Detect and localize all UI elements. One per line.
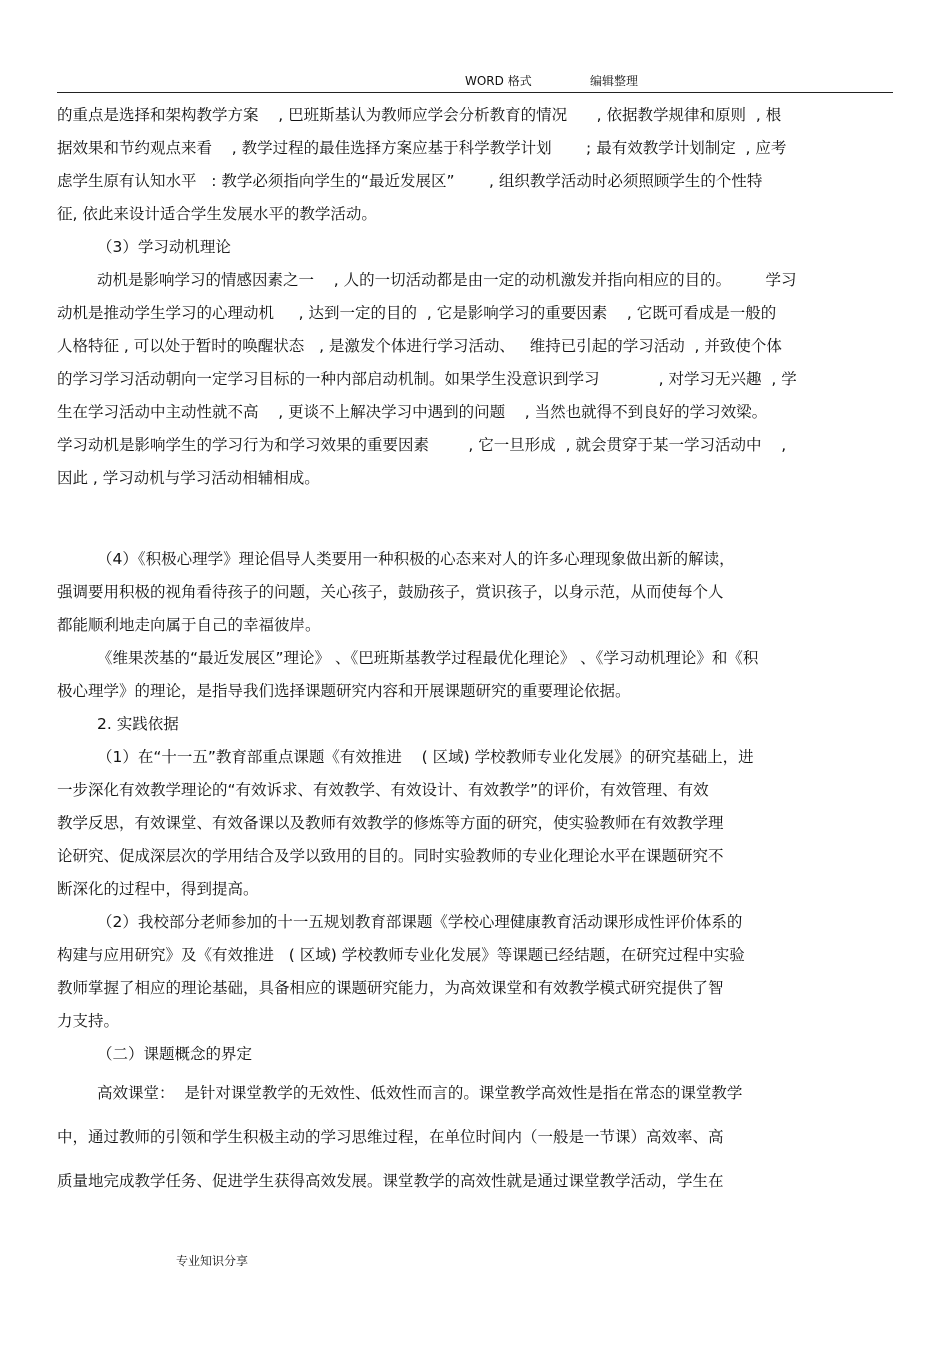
text-line: 的重点是选择和架构教学方案 , 巴班斯基认为教师应学会分析教育的情况 , 依据教学规律和原则 , 根 [57, 106, 782, 124]
text-line: 构建与应用研究》及《有效推进 ( 区域) 学校教师专业化发展》等课题已经结题，在研究过程中实验 [57, 946, 745, 964]
text-line: 据效果和节约观点来看 , 教学过程的最佳选择方案应基于科学教学计划 ; 最有效教学计划制定 , 应考 [57, 139, 787, 157]
text-line: 都能顺利地走向属于自己的幸福彼岸。 [57, 616, 321, 634]
text-line: 的学习学习活动朝向一定学习目标的一种内部启动机制。如果学生没意识到学习 , 对学习无兴趣 , 学 [57, 370, 797, 388]
text-line: 教师掌握了相应的理论基础，具备相应的课题研究能力，为高效课堂和有效教学模式研究提供了智 [57, 979, 724, 997]
text-line: 质量地完成教学任务、促进学生获得高效发展。课堂教学的高效性就是通过课堂教学活动，学生在 [57, 1172, 724, 1190]
text-line: 《维果茨基的“最近发展区”理论》 、《巴班斯基教学过程最优化理论》 、《学习动机理论》和《积 [97, 649, 759, 667]
text-line: 极心理学》的理论，是指导我们选择课题研究内容和开展课题研究的重要理论依据。 [57, 682, 631, 700]
header-format-label: WORD 格式 [465, 74, 532, 88]
text-line: 因此 , 学习动机与学习活动相辅相成。 [57, 469, 320, 487]
paragraph-gap [57, 495, 897, 543]
text-line: 一步深化有效教学理论的“有效诉求、有效教学、有效设计、有效教学”的评价，有效管理、有效 [57, 781, 709, 799]
text-line: 生在学习活动中主动性就不高 , 更谈不上解决学习中遇到的问题 , 当然也就得不到良好的学习效梁。 [57, 403, 768, 421]
text-line: （4）《积极心理学》理论倡导人类要用一种积极的心态来对人的许多心理现象做出新的解读， [97, 550, 735, 568]
page-footer: 专业知识分享 [176, 1254, 249, 1268]
text-line: 教学反思，有效课堂、有效备课以及教师有效教学的修炼等方面的研究，使实验教师在有效教学理 [57, 814, 724, 832]
text-line: 断深化的过程中，得到提高。 [57, 880, 259, 898]
text-line: 征, 依此来设计适合学生发展水平的教学活动。 [57, 205, 377, 223]
text-line: （2）我校部分老师参加的十一五规划教育部课题《学校心理健康教育活动课形成性评价体系的 [97, 913, 743, 931]
text-line: 力支持。 [57, 1012, 120, 1030]
text-line: 虑学生原有认知水平 : 教学必须指向学生的“最近发展区” , 组织教学活动时必须照顾学生的个性特 [57, 172, 763, 190]
text-line: 学习动机是影响学生的学习行为和学习效果的重要因素 , 它一旦形成 , 就会贯穿于某一学习活动中 , [57, 436, 787, 454]
text-line: （3）学习动机理论 [97, 238, 231, 256]
text-line: 动机是推动学生学习的心理动机 , 达到一定的目的 , 它是影响学习的重要因素 , 它既可看成是一般的 [57, 304, 777, 322]
text-line: 中，通过教师的引领和学生积极主动的学习思维过程，在单位时间内（一般是一节课）高效率、高 [57, 1128, 724, 1146]
header-edit-label: 编辑整理 [590, 74, 639, 88]
document-body [57, 99, 897, 1203]
text-line: 动机是影响学习的情感因素之一 , 人的一切活动都是由一定的动机激发并指向相应的目的。 学习 [97, 271, 797, 289]
text-line: 论研究、促成深层次的学用结合及学以致用的目的。同时实验教师的专业化理论水平在课题研究不 [57, 847, 724, 865]
text-line: （1）在“十一五”教育部重点课题《有效推进 ( 区域) 学校教师专业化发展》的研究基础上，进 [97, 748, 754, 766]
text-line: 人格特征 , 可以处于暂时的唤醒状态 , 是激发个体进行学习活动、 维持已引起的学习活动 , 并致使个体 [57, 337, 782, 355]
text-line: （二）课题概念的界定 [97, 1045, 253, 1063]
text-line: 2. 实践依据 [97, 715, 179, 733]
text-line: 高效课堂： 是针对课堂教学的无效性、低效性而言的。课堂教学高效性是指在常态的课堂教学 [97, 1084, 743, 1102]
page-header [57, 70, 893, 93]
text-line: 强调要用积极的视角看待孩子的问题，关心孩子，鼓励孩子，赏识孩子，以身示范，从而使每个人 [57, 583, 724, 601]
